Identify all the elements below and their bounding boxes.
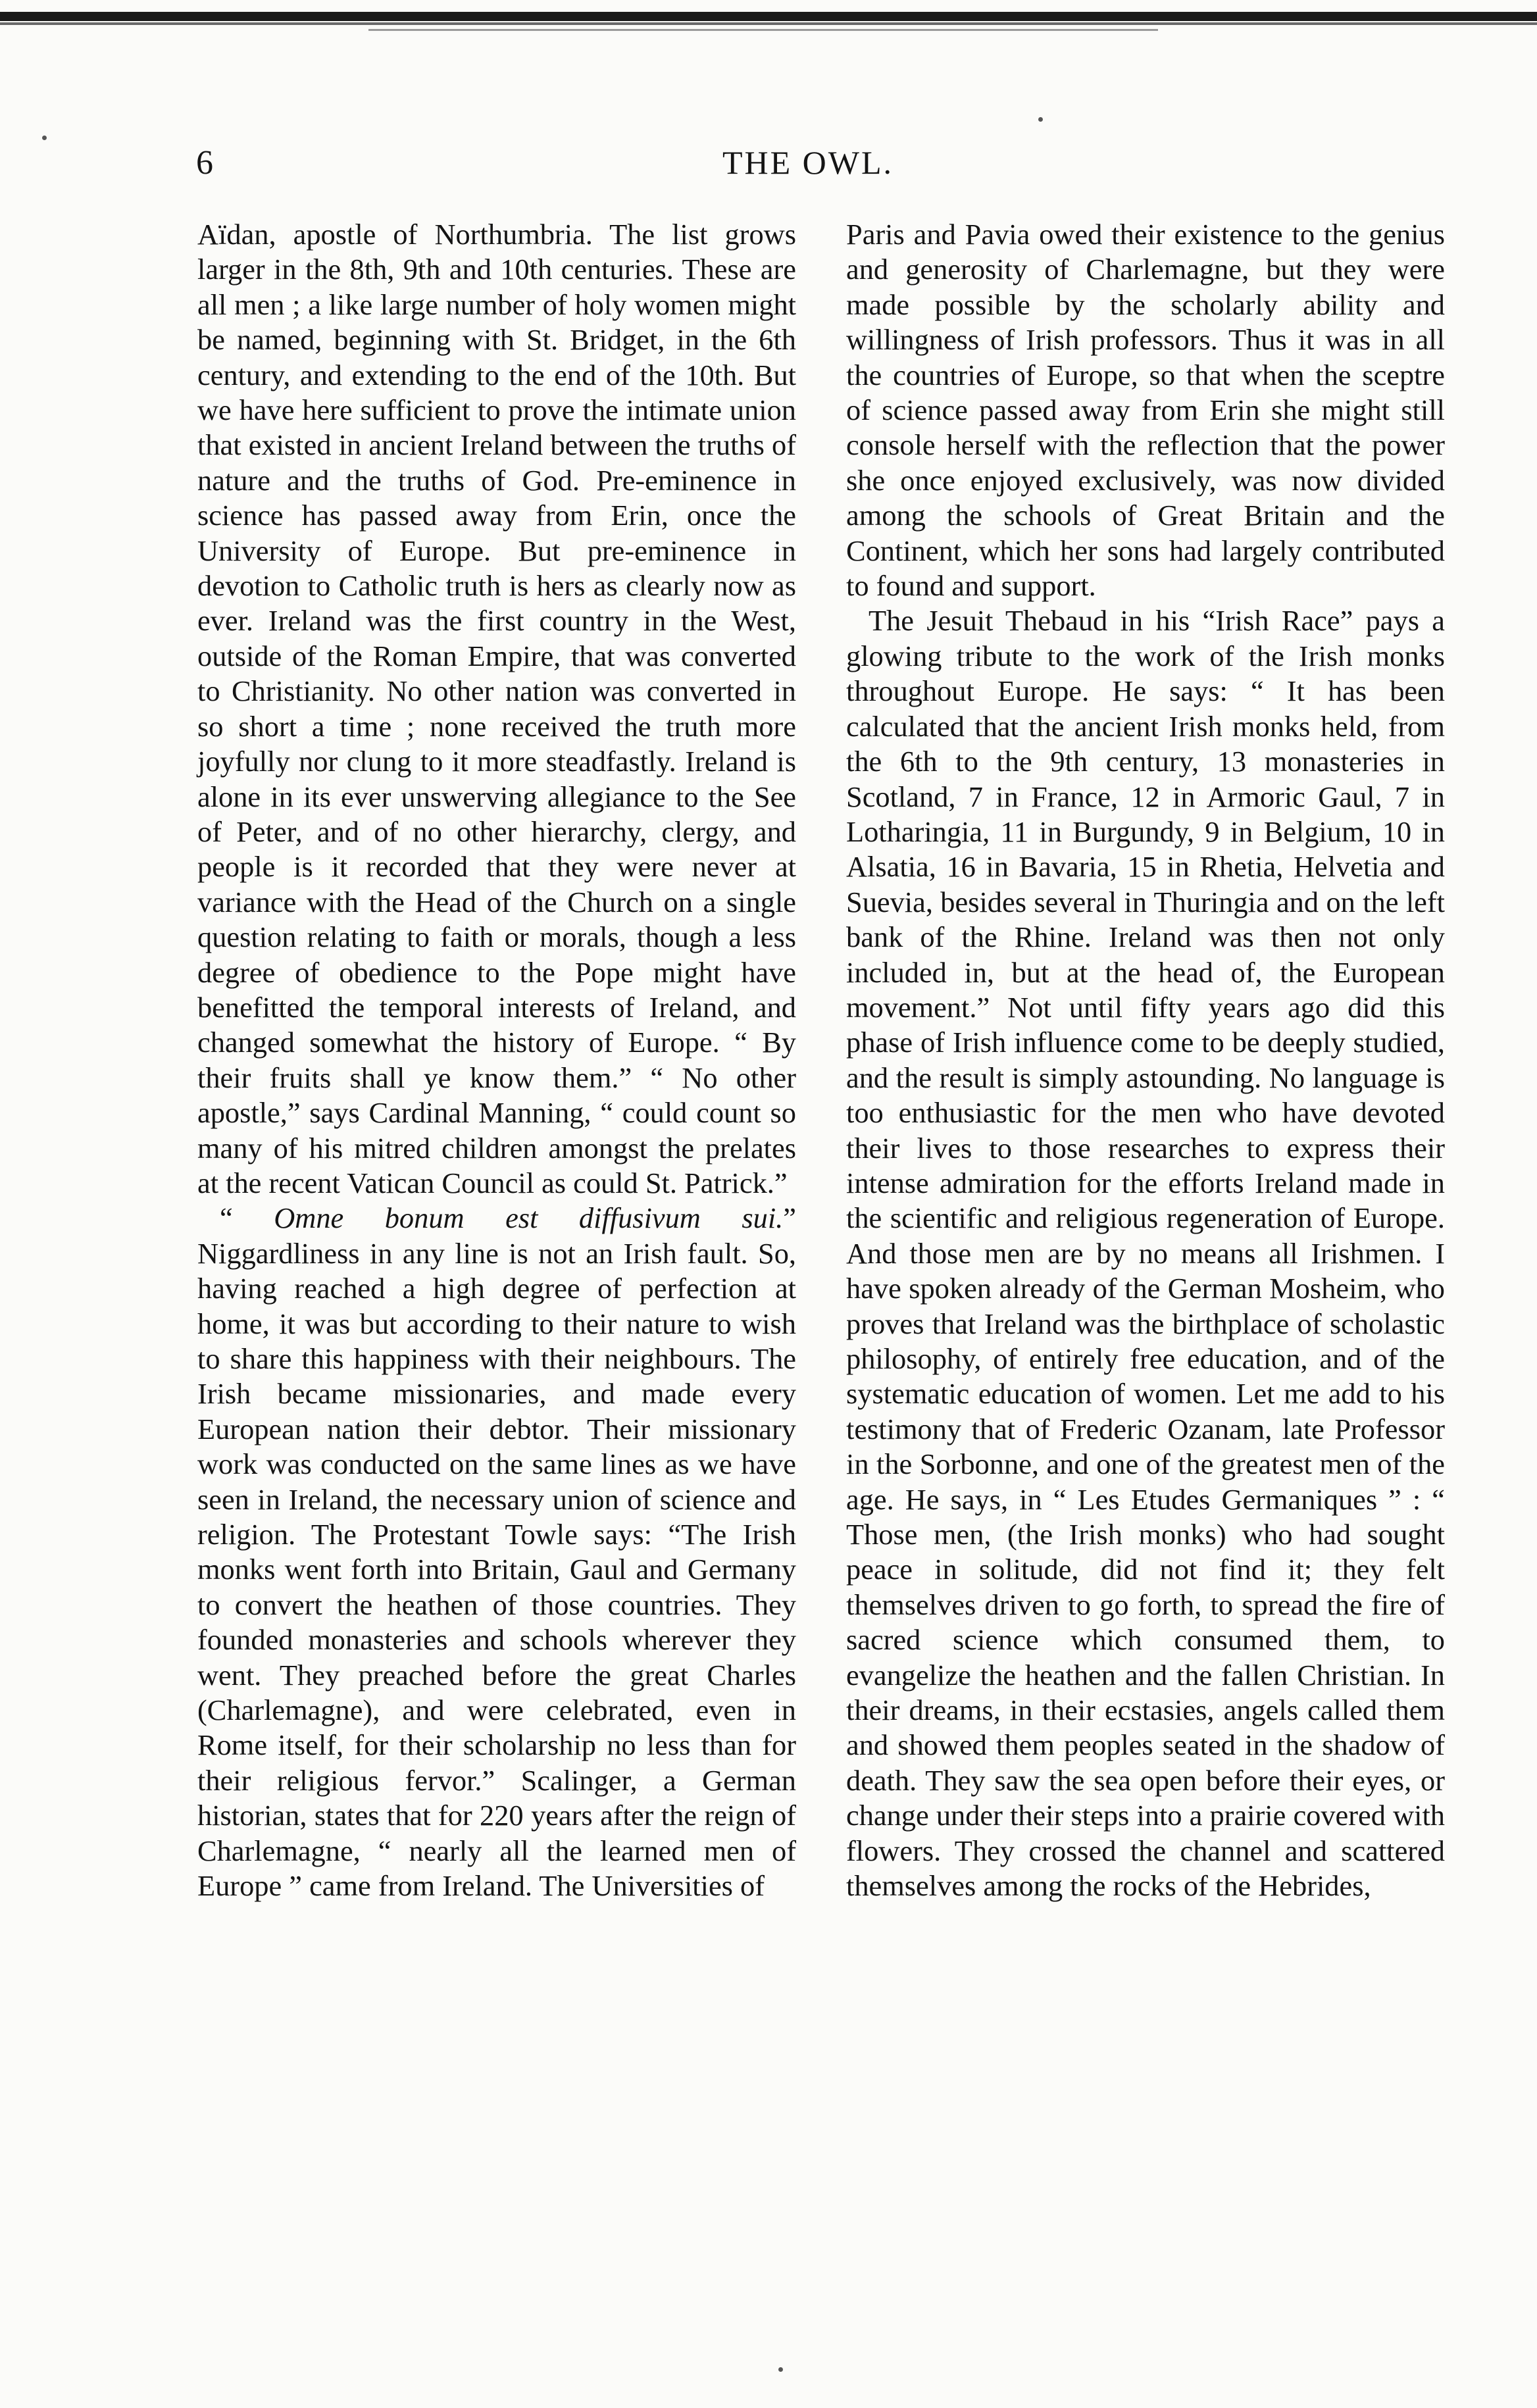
top-border-rule-faint [368, 29, 1158, 31]
top-border-rule-thin [0, 22, 1537, 25]
left-paragraph-2-text: Niggardliness in any line is not an Irish fault. So, having reached a high degree of perfection at home, it was but according to their nature to wish to share this happiness with their neighbours. The Irish became missionaries, and made every European nation their debtor. Their missionary work was conducted on the same lines as we have seen in Ireland, the necessary union of science and religion. The Protestant Towle says: “The Irish monks went forth into Britain, Gaul and Germany to convert the heathen of those countries. They founded monasteries and schools wherever they went. They preached before the great Charles (Charlemagne), and were celebrated, even in Rome itself, for their scholarship no less than for their religious fervor.” Scalinger, a German historian, states that for 220 years after the reign of Charlemagne, “ nearly all the learned men of Europe ” came from Ireland. The Universities of [197, 1236, 796, 1903]
scan-speck [42, 136, 47, 140]
left-column [197, 217, 796, 1904]
quote-open: “ [220, 1201, 274, 1235]
left-paragraph-1: Aïdan, apostle of Northumbria. The list grows larger in the 8th, 9th and 10th centuries. These are all men ; a like large number of holy women might be named, beginning with St. Bridget, in the 6th century, and extending to the end of the 10th. But we have here sufficient to prove the intimate union that existed in ancient Ireland between the truths of nature and the truths of God. Pre-eminence in science has passed away from Erin, once the University of Europe. But pre-eminence in devotion to Catholic truth is hers as clearly now as ever. Ireland was the first country in the West, outside of the Roman Empire, that was converted to Christianity. No other nation was converted in so short a time ; none received the truth more joyfully nor clung to it more steadfastly. Ireland is alone in its ever unswerving allegiance to the See of Peter, and of no other hierarchy, clergy, and people is it recorded that they were never at variance with the Head of the Church on a single question relating to faith or morals, though a less degree of obedience to the Pope might have benefitted the temporal interests of Ireland, and changed somewhat the history of Europe. “ By their fruits shall ye know them.” “ No other apostle,” says Cardinal Manning, “ could count so many of his mitred children amongst the prelates at the recent Vatican Council as could St. Patrick.” [197, 218, 796, 1199]
latin-quotation: Omne bonum est diffusivum sui. [274, 1201, 784, 1235]
right-paragraph-1: Paris and Pavia owed their existence to the genius and generosity of Charlemagne, but they were made possible by the scholarly ability and willingness of Irish professors. Thus it was in all the countries of Europe, so that when the sceptre of science passed away from Erin she might still console herself with the reflection that the power she once enjoyed exclusively, was now divided among the schools of Great Britain and the Continent, which her sons had largely contributed to found and support. [846, 218, 1445, 603]
left-paragraph-2 [197, 1201, 796, 1903]
scan-speck [778, 2367, 783, 2372]
top-border-rule [0, 12, 1537, 21]
right-column [846, 217, 1445, 1904]
scan-speck [1038, 117, 1043, 122]
page-header [196, 143, 1420, 196]
right-paragraph-2: The Jesuit Thebaud in his “Irish Race” pays a glowing tribute to the work of the Irish monks throughout Europe. He says: “ It has been calculated that the ancient Irish monks held, from the 6th to the 9th century, 13 monasteries in Scotland, 7 in France, 12 in Armoric Gaul, 7 in Lotharingia, 11 in Burgundy, 9 in Belgium, 10 in Alsatia, 16 in Bavaria, 15 in Rhetia, Helvetia and Suevia, besides several in Thuringia and on the left bank of the Rhine. Ireland was then not only included in, but at the head of, the European movement.” Not until fifty years ago did this phase of Irish influence come to be deeply studied, and the result is simply astounding. No language is too enthusiastic for the men who have devoted their lives to those researches to express their intense admiration for the efforts Ireland made in the scientific and religious regeneration of Europe. And those men are by no means all Irishmen. I have spoken already of the German Mosheim, who proves that Ireland was the birthplace of scholastic philosophy, of entirely free education, and of the systematic education of women. Let me add to his testimony that of Frederic Ozanam, late Professor in the Sorbonne, and one of the greatest men of the age. He says, in “ Les Etudes Germaniques ” : “ Those men, (the Irish monks) who had sought peace in solitude, did not find it; they felt themselves driven to go forth, to spread the fire of sacred science which consumed them, to evangelize the heathen and the fallen Christian. In their dreams, in their ecstasies, angels called them and showed them peoples seated in the shadow of death. They saw the sea open before their eyes, or change under their steps into a prairie covered with flowers. They crossed the channel and scattered themselves among the rocks of the Hebrides, [846, 604, 1445, 1903]
quote-close: ” [783, 1201, 796, 1235]
page-number: 6 [196, 144, 213, 182]
running-title: THE OWL. [722, 144, 894, 181]
